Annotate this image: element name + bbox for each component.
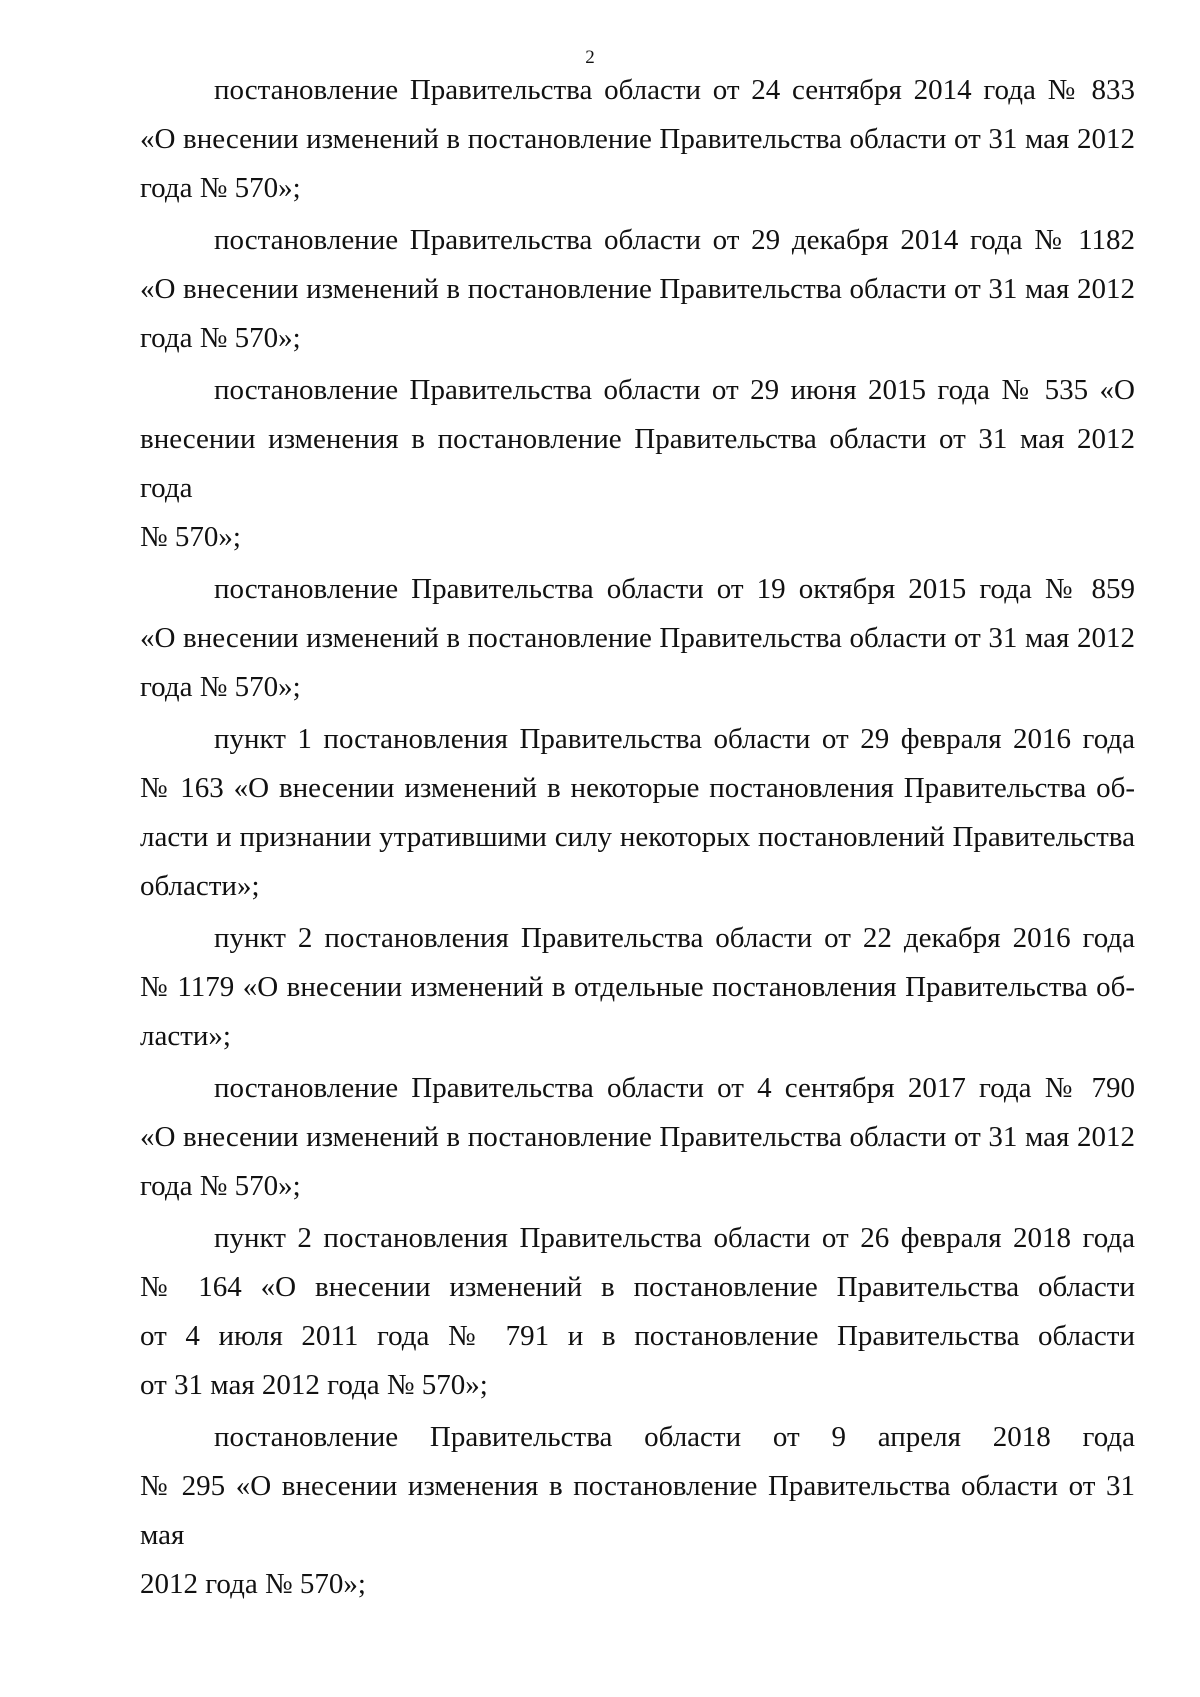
list-item: [140, 1064, 1135, 1211]
text-line: «О внесении изменений в постановление Правительства области от 31 мая 2012: [140, 123, 1135, 155]
text-line: постановление Правительства области от 19 октября 2015 года № 859: [214, 573, 1135, 605]
text-line: от 4 июля 2011 года № 791 и в постановление Правительства области: [140, 1320, 1135, 1352]
text-line: постановление Правительства области от 4 сентября 2017 года № 790: [214, 1072, 1135, 1104]
text-line: года № 570»;: [140, 172, 301, 204]
text-line: постановление Правительства области от 24 сентября 2014 года № 833: [214, 74, 1135, 106]
text-line: № 163 «О внесении изменений в некоторые постановления Правительства об-: [140, 772, 1135, 804]
text-line: № 570»;: [140, 521, 241, 553]
text-line: пункт 2 постановления Правительства области от 22 декабря 2016 года: [214, 922, 1135, 954]
list-item: [140, 1413, 1135, 1609]
text-line: года № 570»;: [140, 322, 301, 354]
page-number: 2: [585, 47, 595, 68]
text-line: года № 570»;: [140, 1170, 301, 1202]
text-line: постановление Правительства области от 9 апреля 2018 года: [214, 1421, 1135, 1453]
list-item: [140, 216, 1135, 363]
text-line: ласти»;: [140, 1020, 231, 1052]
text-line: № 164 «О внесении изменений в постановление Правительства области: [140, 1271, 1135, 1303]
text-line: постановление Правительства области от 29 июня 2015 года № 535 «О: [214, 374, 1135, 406]
list-item: [140, 914, 1135, 1061]
text-line: пункт 2 постановления Правительства области от 26 февраля 2018 года: [214, 1222, 1135, 1254]
text-line: года № 570»;: [140, 671, 301, 703]
text-line: «О внесении изменений в постановление Правительства области от 31 мая 2012: [140, 622, 1135, 654]
text-line: пункт 1 постановления Правительства области от 29 февраля 2016 года: [214, 723, 1135, 755]
text-line: от 31 мая 2012 года № 570»;: [140, 1369, 488, 1401]
list-item: [140, 366, 1135, 562]
text-line: постановление Правительства области от 29 декабря 2014 года № 1182: [214, 224, 1135, 256]
list-item: [140, 715, 1135, 911]
list-item: [140, 565, 1135, 712]
text-line: внесении изменения в постановление Правительства области от 31 мая 2012 года: [140, 423, 1135, 504]
text-line: № 1179 «О внесении изменений в отдельные постановления Правительства об-: [140, 971, 1135, 1003]
document-body: [140, 66, 1135, 1612]
list-item: [140, 1214, 1135, 1410]
text-line: «О внесении изменений в постановление Правительства области от 31 мая 2012: [140, 1121, 1135, 1153]
list-item: [140, 66, 1135, 213]
text-line: ласти и признании утратившими силу некоторых постановлений Правительства: [140, 821, 1135, 853]
text-line: области»;: [140, 870, 260, 902]
text-line: «О внесении изменений в постановление Правительства области от 31 мая 2012: [140, 273, 1135, 305]
text-line: 2012 года № 570»;: [140, 1568, 366, 1600]
text-line: № 295 «О внесении изменения в постановление Правительства области от 31 мая: [140, 1470, 1135, 1551]
